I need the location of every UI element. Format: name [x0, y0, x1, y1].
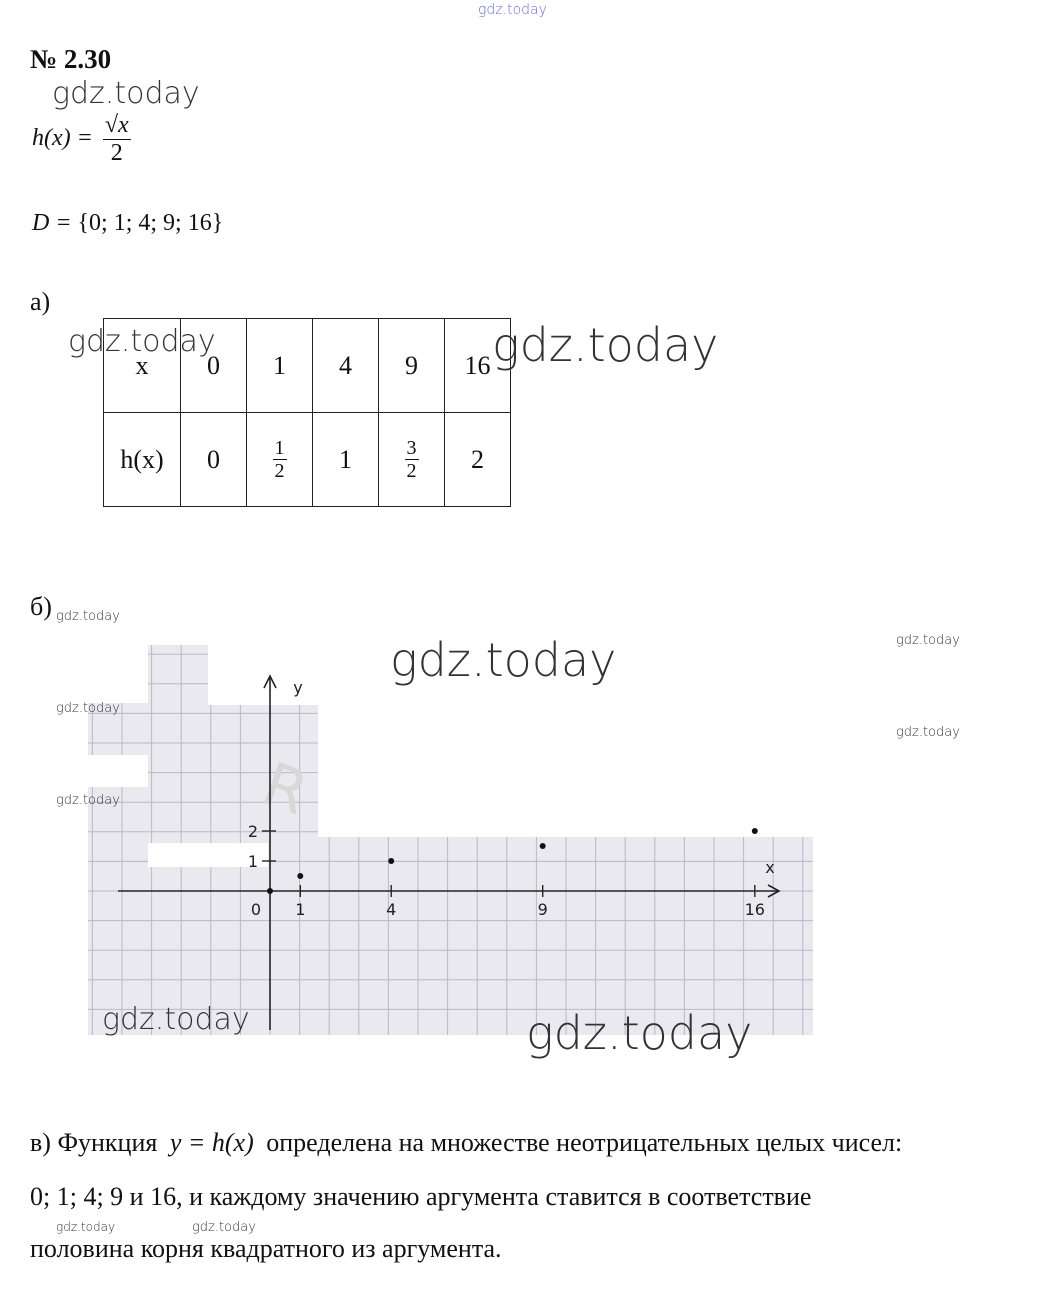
formula-numerator: √x — [104, 112, 129, 138]
part-a-label: а) — [30, 287, 51, 316]
part-c-line2: 0; 1; 4; 9 и 16, и каждому значению аргумента ставится в соответствие — [30, 1182, 812, 1211]
watermark: gdz.today — [492, 318, 719, 372]
domain-set: {0; 1; 4; 9; 16} — [77, 210, 224, 236]
table-cell: 2 — [445, 413, 511, 507]
watermark: gdz.today — [896, 633, 960, 648]
part-c-line1 — [30, 1128, 902, 1158]
formula-lhs: h(x) = — [32, 125, 93, 152]
domain-line — [32, 210, 223, 237]
table-cell: 16 — [445, 319, 511, 413]
y-axis-label: y — [293, 678, 303, 697]
formula-denominator: 2 — [110, 140, 123, 166]
x-tick-label: 16 — [744, 900, 765, 919]
fraction-numerator: 3 — [406, 437, 417, 459]
mask-area — [88, 755, 148, 787]
table-row — [104, 413, 511, 507]
watermark: gdz.today — [896, 725, 960, 740]
stamp-letter: R — [253, 749, 317, 830]
table-cell-fraction — [247, 413, 313, 507]
table-cell: 0 — [181, 413, 247, 507]
mask-area — [88, 645, 148, 703]
watermark: gdz.today — [52, 76, 200, 111]
table-cell: 1 — [247, 319, 313, 413]
table-cell: 1 — [313, 413, 379, 507]
y-tick-label: 2 — [247, 822, 258, 841]
table-header-h: h(x) — [104, 413, 181, 507]
part-c-line3: половина корня квадратного из аргумента. — [30, 1234, 502, 1263]
part-c-text-b: определена на множестве неотрицательных целых чисел: — [266, 1128, 903, 1157]
x-tick-label: 9 — [537, 900, 548, 919]
data-point — [752, 828, 758, 834]
table-cell-fraction — [379, 413, 445, 507]
part-c-label: в) — [30, 1128, 51, 1157]
table-cell: 9 — [379, 319, 445, 413]
table-cell: 4 — [313, 319, 379, 413]
watermark: gdz.today — [102, 1002, 250, 1037]
mask-area — [318, 733, 813, 837]
watermark: gdz.today — [192, 1220, 256, 1235]
watermark: gdz.today — [56, 793, 120, 808]
part-b-label: б) — [30, 592, 52, 621]
function-formula — [32, 112, 131, 167]
data-point — [267, 888, 273, 894]
inline-formula: y = h(x) — [169, 1128, 254, 1157]
x-tick-label: 4 — [386, 900, 397, 919]
data-point — [388, 858, 394, 864]
watermark: gdz.today — [56, 1220, 116, 1234]
fraction-denominator: 2 — [406, 460, 417, 482]
fraction-denominator: 2 — [274, 460, 285, 482]
domain-lhs: D = — [32, 210, 72, 236]
data-point — [540, 843, 546, 849]
watermark: gdz.today — [56, 701, 120, 716]
origin-label: 0 — [250, 900, 262, 919]
part-c-text-a: Функция — [57, 1128, 158, 1157]
watermark: gdz.today — [526, 1006, 753, 1060]
table-header-x: x — [104, 319, 181, 413]
watermark: gdz.today — [390, 633, 617, 687]
y-tick-label: 1 — [247, 852, 258, 871]
watermark: gdz.today — [56, 609, 120, 624]
x-axis-label: x — [765, 858, 775, 877]
data-point — [297, 873, 303, 879]
problem-title: № 2.30 — [30, 44, 112, 74]
watermark: gdz.today — [68, 324, 216, 359]
x-tick-label: 1 — [295, 900, 306, 919]
watermark-top: gdz.today — [478, 2, 547, 18]
graph — [88, 645, 813, 1035]
table-cell: 0 — [181, 319, 247, 413]
fraction-numerator: 1 — [274, 437, 285, 459]
